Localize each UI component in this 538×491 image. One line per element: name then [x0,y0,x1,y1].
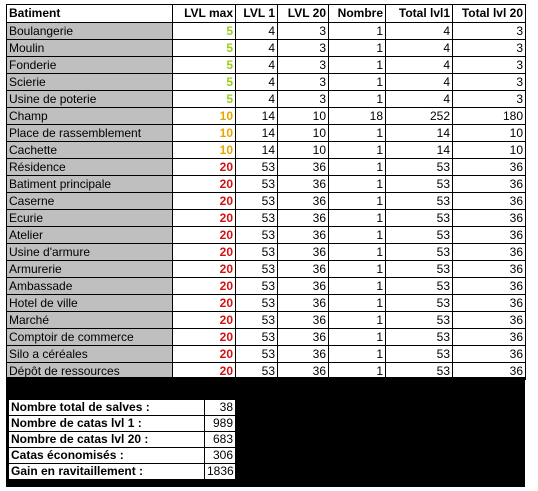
lvl-20-cell[interactable]: 3 [278,23,329,40]
nombre-cell[interactable]: 1 [329,176,386,193]
building-name-cell[interactable]: Usine de poterie [7,91,173,108]
nombre-cell[interactable]: 1 [329,125,386,142]
total-lvl1-cell[interactable]: 53 [386,312,453,329]
summary-value[interactable]: 306 [205,448,236,464]
summary-row [9,400,236,416]
table-row [7,210,526,227]
table-row [7,278,526,295]
lvl-20-cell[interactable]: 36 [278,295,329,312]
lvl-max-cell[interactable]: 20 [173,363,236,380]
total-lvl1-cell[interactable]: 53 [386,244,453,261]
header-batiment[interactable]: Batiment [7,5,173,23]
total-lvl20-cell[interactable]: 10 [453,142,526,159]
lvl-1-cell[interactable]: 53 [236,176,278,193]
table-row [7,329,526,346]
lvl-1-cell[interactable]: 53 [236,312,278,329]
building-name-cell[interactable]: Silo a céréales [7,346,173,363]
lvl-1-cell[interactable]: 4 [236,40,278,57]
lvl-20-cell[interactable]: 36 [278,261,329,278]
lvl-1-cell[interactable]: 4 [236,23,278,40]
header-total-lvl1[interactable]: Total lvl1 [386,5,453,23]
lvl-20-cell[interactable]: 3 [278,40,329,57]
lvl-max-cell[interactable]: 5 [173,57,236,74]
lvl-1-cell[interactable]: 53 [236,227,278,244]
building-name-cell[interactable]: Batiment principale [7,176,173,193]
lvl-1-cell[interactable]: 14 [236,142,278,159]
total-lvl20-cell[interactable]: 10 [453,125,526,142]
total-lvl1-cell[interactable]: 14 [386,125,453,142]
total-lvl20-cell[interactable]: 3 [453,91,526,108]
table-row [7,74,526,91]
building-name-cell[interactable]: Comptoir de commerce [7,329,173,346]
building-name-cell[interactable]: Marché [7,312,173,329]
total-lvl1-cell[interactable]: 4 [386,57,453,74]
lvl-20-cell[interactable]: 36 [278,244,329,261]
lvl-max-cell[interactable]: 20 [173,329,236,346]
nombre-cell[interactable]: 18 [329,108,386,125]
total-lvl20-cell[interactable]: 3 [453,40,526,57]
lvl-max-cell[interactable]: 5 [173,74,236,91]
total-lvl1-cell[interactable]: 4 [386,23,453,40]
lvl-1-cell[interactable]: 4 [236,74,278,91]
total-lvl1-cell[interactable]: 53 [386,346,453,363]
total-lvl20-cell[interactable]: 180 [453,108,526,125]
lvl-max-cell[interactable]: 20 [173,295,236,312]
lvl-max-cell[interactable]: 20 [173,210,236,227]
lvl-20-cell[interactable]: 36 [278,193,329,210]
lvl-20-cell[interactable]: 36 [278,210,329,227]
nombre-cell[interactable]: 1 [329,312,386,329]
total-lvl20-cell[interactable]: 36 [453,363,526,380]
lvl-max-cell[interactable]: 10 [173,108,236,125]
summary-value[interactable]: 989 [205,416,236,432]
lvl-1-cell[interactable]: 14 [236,108,278,125]
total-lvl1-cell[interactable]: 53 [386,159,453,176]
lvl-20-cell[interactable]: 10 [278,142,329,159]
building-name-cell[interactable]: Scierie [7,74,173,91]
summary-row [9,416,236,432]
building-name-cell[interactable]: Ambassade [7,278,173,295]
lvl-max-cell[interactable]: 20 [173,261,236,278]
summary-label[interactable]: Nombre total de salves : [9,400,205,416]
lvl-20-cell[interactable]: 10 [278,108,329,125]
nombre-cell[interactable]: 1 [329,329,386,346]
summary-row [9,432,236,448]
total-lvl1-cell[interactable]: 53 [386,193,453,210]
total-lvl1-cell[interactable]: 53 [386,278,453,295]
nombre-cell[interactable]: 1 [329,40,386,57]
building-name-cell[interactable]: Fonderie [7,57,173,74]
lvl-20-cell[interactable]: 3 [278,91,329,108]
summary-value[interactable]: 683 [205,432,236,448]
nombre-cell[interactable]: 1 [329,295,386,312]
building-name-cell[interactable]: Armurerie [7,261,173,278]
lvl-1-cell[interactable]: 53 [236,261,278,278]
lvl-20-cell[interactable]: 36 [278,278,329,295]
nombre-cell[interactable]: 1 [329,91,386,108]
summary-label[interactable]: Gain en ravitaillement : [9,464,205,480]
nombre-cell[interactable]: 1 [329,193,386,210]
total-lvl20-cell[interactable]: 36 [453,329,526,346]
lvl-20-cell[interactable]: 36 [278,312,329,329]
total-lvl20-cell[interactable]: 36 [453,210,526,227]
total-lvl20-cell[interactable]: 36 [453,261,526,278]
lvl-max-cell[interactable]: 5 [173,40,236,57]
lvl-1-cell[interactable]: 53 [236,295,278,312]
lvl-20-cell[interactable]: 36 [278,227,329,244]
header-lvl-20[interactable]: LVL 20 [278,5,329,23]
total-lvl20-cell[interactable]: 3 [453,74,526,91]
table-row [7,125,526,142]
summary-row [9,464,236,480]
total-lvl20-cell[interactable]: 36 [453,193,526,210]
table-row [7,91,526,108]
header-nombre[interactable]: Nombre [329,5,386,23]
summary-value[interactable]: 1836 [205,464,236,480]
lvl-1-cell[interactable]: 53 [236,346,278,363]
summary-value[interactable]: 38 [205,400,236,416]
building-name-cell[interactable]: Champ [7,108,173,125]
lvl-20-cell[interactable]: 36 [278,176,329,193]
building-name-cell[interactable]: Caserne [7,193,173,210]
table-row [7,312,526,329]
lvl-max-cell[interactable]: 20 [173,227,236,244]
lvl-20-cell[interactable]: 36 [278,329,329,346]
lvl-20-cell[interactable]: 10 [278,125,329,142]
building-name-cell[interactable]: Dépôt de ressources [7,363,173,380]
lvl-max-cell[interactable]: 5 [173,91,236,108]
lvl-max-cell[interactable]: 20 [173,176,236,193]
lvl-max-cell[interactable]: 20 [173,312,236,329]
lvl-max-cell[interactable]: 20 [173,193,236,210]
lvl-20-cell[interactable]: 36 [278,159,329,176]
lvl-max-cell[interactable]: 5 [173,23,236,40]
total-lvl1-cell[interactable]: 53 [386,210,453,227]
lvl-max-cell[interactable]: 20 [173,159,236,176]
total-lvl20-cell[interactable]: 36 [453,278,526,295]
total-lvl1-cell[interactable]: 53 [386,261,453,278]
nombre-cell[interactable]: 1 [329,346,386,363]
table-row [7,176,526,193]
lvl-1-cell[interactable]: 4 [236,91,278,108]
table-row [7,244,526,261]
lvl-max-cell[interactable]: 10 [173,125,236,142]
lvl-1-cell[interactable]: 4 [236,57,278,74]
total-lvl1-cell[interactable]: 4 [386,74,453,91]
lvl-1-cell[interactable]: 53 [236,278,278,295]
table-row [7,346,526,363]
lvl-1-cell[interactable]: 53 [236,210,278,227]
total-lvl1-cell[interactable]: 4 [386,91,453,108]
total-lvl20-cell[interactable]: 36 [453,346,526,363]
total-lvl1-cell[interactable]: 252 [386,108,453,125]
building-name-cell[interactable]: Place de rassemblement [7,125,173,142]
building-name-cell[interactable]: Résidence [7,159,173,176]
total-lvl1-cell[interactable]: 53 [386,363,453,380]
building-name-cell[interactable]: Moulin [7,40,173,57]
table-row [7,295,526,312]
building-name-cell[interactable]: Cachette [7,142,173,159]
total-lvl1-cell[interactable]: 53 [386,295,453,312]
building-name-cell[interactable]: Boulangerie [7,23,173,40]
lvl-20-cell[interactable]: 36 [278,346,329,363]
summary-label[interactable]: Nombre de catas lvl 1 : [9,416,205,432]
table-row [7,108,526,125]
nombre-cell[interactable]: 1 [329,23,386,40]
building-name-cell[interactable]: Atelier [7,227,173,244]
lvl-max-cell[interactable]: 20 [173,244,236,261]
header-row [7,5,526,23]
table-row [7,23,526,40]
table-row [7,142,526,159]
header-total-lvl20[interactable]: Total lvl 20 [453,5,526,23]
nombre-cell[interactable]: 1 [329,363,386,380]
table-row [7,227,526,244]
nombre-cell[interactable]: 1 [329,261,386,278]
total-lvl1-cell[interactable]: 53 [386,176,453,193]
total-lvl1-cell[interactable]: 4 [386,40,453,57]
nombre-cell[interactable]: 1 [329,227,386,244]
lvl-1-cell[interactable]: 53 [236,244,278,261]
buildings-table [6,4,526,380]
table-row [7,261,526,278]
lvl-1-cell[interactable]: 14 [236,125,278,142]
total-lvl1-cell[interactable]: 53 [386,227,453,244]
lvl-max-cell[interactable]: 20 [173,346,236,363]
total-lvl1-cell[interactable]: 14 [386,142,453,159]
summary-row [9,448,236,464]
header-lvl-1[interactable]: LVL 1 [236,5,278,23]
lvl-1-cell[interactable]: 53 [236,193,278,210]
building-name-cell[interactable]: Hotel de ville [7,295,173,312]
total-lvl20-cell[interactable]: 36 [453,244,526,261]
total-lvl20-cell[interactable]: 3 [453,57,526,74]
summary-label[interactable]: Nombre de catas lvl 20 : [9,432,205,448]
table-row [7,57,526,74]
total-lvl20-cell[interactable]: 36 [453,176,526,193]
total-lvl20-cell[interactable]: 36 [453,312,526,329]
nombre-cell[interactable]: 1 [329,210,386,227]
nombre-cell[interactable]: 1 [329,57,386,74]
lvl-20-cell[interactable]: 36 [278,363,329,380]
lvl-max-cell[interactable]: 10 [173,142,236,159]
nombre-cell[interactable]: 1 [329,74,386,91]
total-lvl20-cell[interactable]: 36 [453,159,526,176]
building-name-cell[interactable]: Usine d'armure [7,244,173,261]
header-lvl-max[interactable]: LVL max [173,5,236,23]
summary-label[interactable]: Catas économisés : [9,448,205,464]
lvl-1-cell[interactable]: 53 [236,159,278,176]
lvl-1-cell[interactable]: 53 [236,329,278,346]
total-lvl1-cell[interactable]: 53 [386,329,453,346]
total-lvl20-cell[interactable]: 36 [453,295,526,312]
summary-table [8,399,236,480]
total-lvl20-cell[interactable]: 36 [453,227,526,244]
lvl-20-cell[interactable]: 3 [278,74,329,91]
table-row [7,159,526,176]
lvl-max-cell[interactable]: 20 [173,278,236,295]
nombre-cell[interactable]: 1 [329,278,386,295]
table-row [7,40,526,57]
total-lvl20-cell[interactable]: 3 [453,23,526,40]
lvl-20-cell[interactable]: 3 [278,57,329,74]
table-row [7,193,526,210]
lvl-1-cell[interactable]: 53 [236,363,278,380]
nombre-cell[interactable]: 1 [329,159,386,176]
nombre-cell[interactable]: 1 [329,142,386,159]
building-name-cell[interactable]: Ecurie [7,210,173,227]
nombre-cell[interactable]: 1 [329,244,386,261]
